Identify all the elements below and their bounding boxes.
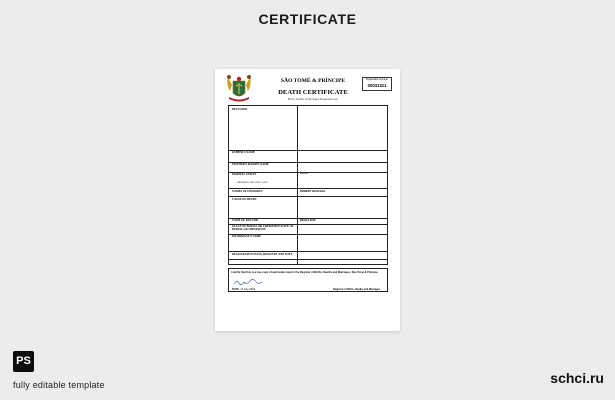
brand-name[interactable]: schci.ru	[550, 370, 604, 386]
section-deceased: DECEASED	[232, 108, 248, 111]
signature-icon	[233, 279, 263, 286]
page-heading: CERTIFICATE	[258, 11, 357, 27]
children-value: ROBERT NASCOLE	[300, 190, 326, 193]
section-mother: MOTHER'S MAIDEN NAME	[232, 163, 269, 166]
section-burial: PLACE OF BURIAL OR CREMATION DATE OF BURIAL OR CREMATION	[232, 225, 294, 232]
registrar-title: Registrar of Births, Deaths and Marriages	[333, 287, 381, 291]
photoshop-icon: PS	[13, 351, 34, 372]
registration-number: 00041321	[367, 82, 387, 88]
marriage-date-label: MARRIAGE DATE AND PLACE	[237, 182, 268, 184]
section-children: NAMES OF CHILDREN	[232, 190, 263, 193]
date-value: 17 July 2023	[240, 287, 256, 291]
certificate-document	[215, 69, 400, 331]
registration-box	[362, 77, 392, 91]
certification-box	[228, 268, 388, 292]
section-informant: INFORMANT'S NAME	[232, 235, 262, 238]
date-field: DATE 17 July 2023	[232, 287, 256, 291]
section-registration: REGISTRATION DATA, REGISTRY AND DATE	[232, 253, 293, 256]
document-subtitle: Births, Deaths & Marriages Registration Act	[288, 98, 338, 101]
certification-statement: I certify that this is a true copy of particulars kept in the Register of Births, Deaths and Marriages, São Tomé & Príncipe.	[231, 271, 379, 274]
tagline: fully editable template	[13, 380, 105, 390]
coat-of-arms-icon	[224, 73, 254, 104]
issuing-country: SÃO TOMÉ & PRÍNCIPE	[280, 78, 346, 84]
section-doctor: NAME OF DOCTOR	[232, 219, 258, 222]
document-title: DEATH CERTIFICATE	[278, 89, 348, 96]
marital-status-value: Married	[300, 173, 308, 175]
registration-label: Registration Number	[366, 78, 388, 81]
details-table	[228, 105, 388, 265]
section-cause-of-death: CAUSE OF DEATH	[232, 198, 257, 201]
section-marital-status: MARITAL STATUS	[232, 173, 257, 176]
section-father: FATHER'S NAME	[232, 151, 255, 154]
doctor-value: BELDA RUS	[300, 219, 316, 222]
